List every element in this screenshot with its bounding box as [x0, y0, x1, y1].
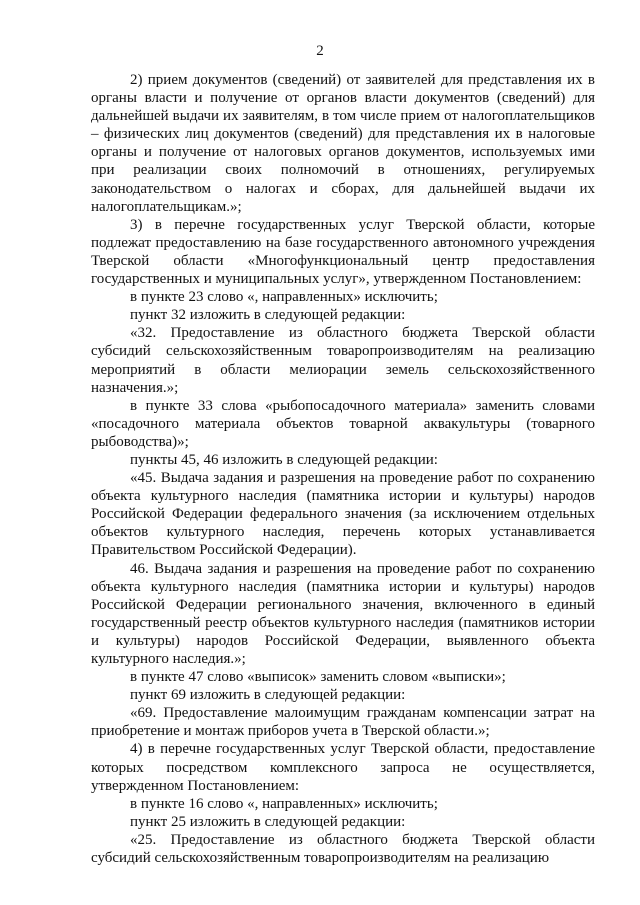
- page-number: 2: [316, 43, 324, 59]
- paragraph-p32-text: «32. Предоставление из областного бюджета Тверской области субсидий сельскохозяйственным товаропроизводителям на реализацию мероприятий в области мелиорации земель сельскохозяйственного назначения.»;: [91, 325, 595, 396]
- paragraph-p25-intro: пункт 25 изложить в следующей редакции:: [130, 813, 406, 830]
- paragraph-p47: в пункте 47 слово «выписок» заменить словом «выписки»;: [130, 669, 506, 686]
- paragraph-p69-text: «69. Предоставление малоимущим гражданам компенсации затрат на приобретение и монтаж приборов учета в Тверской области.»;: [91, 705, 595, 740]
- paragraph-item-2: 2) прием документов (сведений) от заявителей для представления их в органы власти и получение от органов власти документов (сведений) для дальнейшей выдачи их заявителям, в том числе прием от налогоплательщиков – физических лиц документов (сведений) для представления их в налоговые органы и получение от налоговых органов документов, используемых ими при реализации своих полномочий в отношениях, регулируемых законодательством о налогах и сборах, для дальнейшей выдачи их налогоплательщикам.»;: [91, 72, 595, 215]
- paragraph-p45-46-intro: пункты 45, 46 изложить в следующей редакции:: [130, 451, 438, 468]
- document-body: [91, 71, 595, 867]
- paragraph-p69-intro: пункт 69 изложить в следующей редакции:: [130, 687, 406, 704]
- paragraph-p33: в пункте 33 слова «рыбопосадочного материала» заменить словами «посадочного материала объектов товарной аквакультуры (товарного рыбоводства)»;: [91, 397, 595, 450]
- paragraph-p46-text: 46. Выдача задания и разрешения на проведение работ по сохранению объекта культурного наследия (памятника истории и культуры) народов Российской Федерации регионального значения, включенного в единый государственный реестр объектов культурного наследия (памятников истории и культуры) народов Российской Федерации, выявленного объекта культурного наследия.»;: [91, 560, 595, 667]
- paragraph-p16: в пункте 16 слово «, направленных» исключить;: [130, 795, 438, 812]
- paragraph-item-4: 4) в перечне государственных услуг Тверской области, предоставление которых посредством комплексного запроса не осуществляется, утвержденном Постановлением:: [91, 741, 595, 794]
- paragraph-p32-intro: пункт 32 изложить в следующей редакции:: [130, 307, 406, 324]
- paragraph-p23: в пункте 23 слово «, направленных» исключить;: [130, 289, 438, 306]
- paragraph-item-3: 3) в перечне государственных услуг Тверской области, которые подлежат предоставлению на базе государственного автономного учреждения Тверской области «Многофункциональный центр предоставления государственных и муниципальных услуг», утвержденном Постановлением:: [91, 216, 595, 288]
- paragraph-p45-text: «45. Выдача задания и разрешения на проведение работ по сохранению объекта культурного наследия (памятника истории и культуры) народов Российской Федерации федерального значения (за исключением отдельных объектов культурного наследия, перечень которых устанавливается Правительством Российской Федерации).: [91, 470, 595, 559]
- paragraph-p25-text: «25. Предоставление из областного бюджета Тверской области субсидий сельскохозяйственным товаропроизводителям на реализацию: [91, 831, 595, 867]
